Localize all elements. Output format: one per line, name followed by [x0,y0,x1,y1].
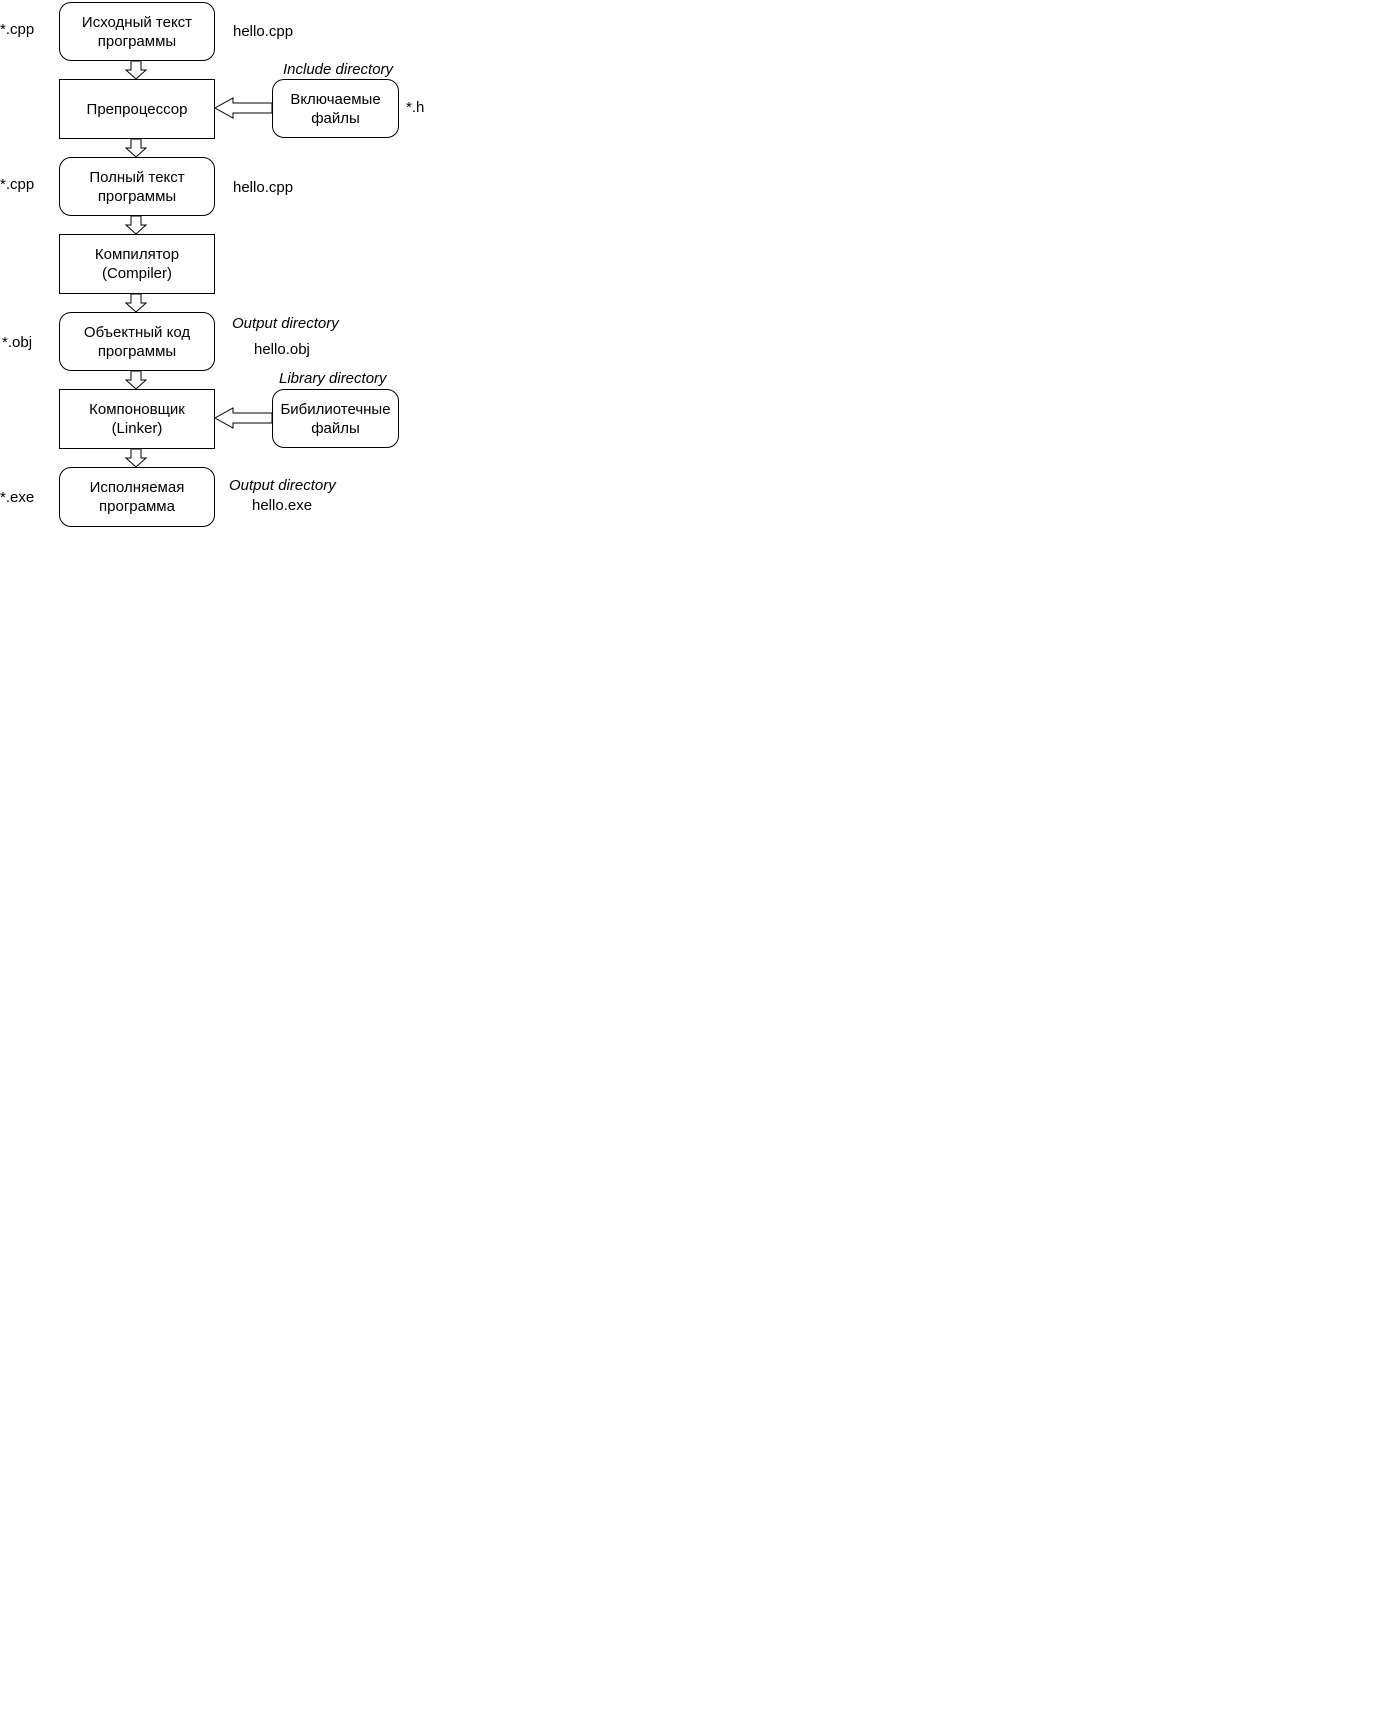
step-executable-label: Исполняемая программа [89,479,185,515]
step-source-code [59,2,215,61]
full-text-ext-label: *.cpp [0,176,35,193]
include-directory-label: Include directory [283,61,394,78]
step-object-code-label: Объектный код программы [83,323,191,360]
step-preprocessor [59,79,215,139]
library-files-label: Бибилиотечные файлы [280,400,391,437]
arrow-compiler-to-object [126,294,146,312]
library-files-box [272,389,399,448]
source-ext-label: *.cpp [0,21,35,38]
source-filename: hello.cpp [233,23,294,40]
step-object-code [59,312,215,371]
step-compiler-label: Компилятор (Compiler) [94,246,180,282]
arrow-include-to-preprocessor [215,98,272,118]
step-executable [59,467,215,527]
full-text-filename: hello.cpp [233,179,294,196]
object-directory-label: Output directory [232,315,339,332]
step-full-text-label: Полный текст программы [89,168,185,205]
arrow-linker-to-exe [126,449,146,467]
step-linker-label: Компоновщик (Linker) [89,401,185,437]
arrow-object-to-linker [126,371,146,389]
exe-ext-label: *.exe [0,489,35,506]
include-files-label: Включаемые файлы [290,90,381,127]
library-directory-label: Library directory [279,370,387,387]
step-source-code-label: Исходный текст программы [81,13,193,50]
arrow-source-to-preprocessor [126,61,146,79]
object-filename: hello.obj [254,341,310,358]
include-files-box [272,79,399,138]
step-linker [59,389,215,449]
arrow-fulltext-to-compiler [126,216,146,234]
arrow-preprocessor-to-fulltext [126,139,146,157]
step-compiler [59,234,215,294]
include-ext-label: *.h [406,99,425,116]
step-preprocessor-label: Препроцессор [86,100,188,118]
object-ext-label: *.obj [2,334,33,351]
exe-filename: hello.exe [252,497,313,514]
exe-directory-label: Output directory [229,477,336,494]
step-full-text [59,157,215,216]
arrow-library-to-linker [215,408,272,428]
